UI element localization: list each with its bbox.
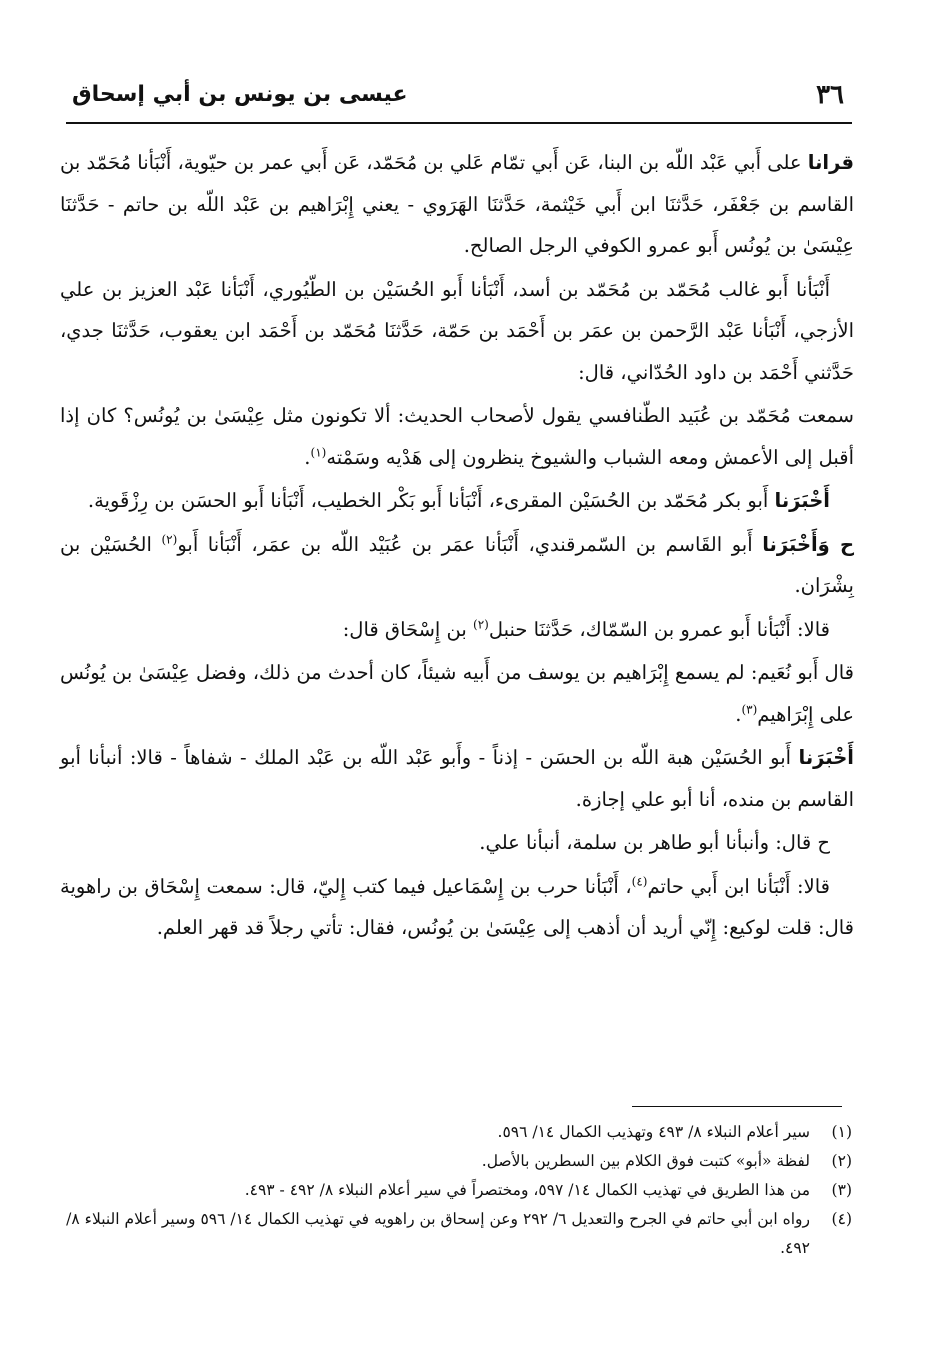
main-text <box>60 142 854 951</box>
page-number: ٣٦ <box>816 80 844 110</box>
running-header <box>66 78 852 118</box>
paragraph-10 <box>60 866 854 949</box>
paragraph-text: ح قال: وأنبأنا أبو طاهر بن سلمة، أنبأنا علي. <box>479 831 830 854</box>
paragraph-tail: ، أَنْبَأنا حرب بن إِسْمَاعيل فيما كتب إِليّ، قال: سمعت إِسْحَاق بن راهوية قال: قلت لوكيع: إِنّي أريد أن أذهب إلى عِيْسَىٰ بن يُونُس، فقال: تأتي رجلاً قد قهر العلم. <box>60 874 854 939</box>
paragraph-keyword: ح وَأَخْبَرَنا <box>762 532 855 556</box>
footnote-ref: (٢) <box>473 617 489 631</box>
footnote-separator-line <box>632 1106 842 1107</box>
paragraph-tail: الحُسَيْن بن بِشْرَان. <box>60 532 854 597</box>
paragraph-5 <box>60 524 854 607</box>
paragraph-keyword: أَخْبَرَنا <box>774 489 830 512</box>
footnote-number: (٣) <box>831 1181 852 1199</box>
footnote-text: لفظة «أبو» كتبت فوق الكلام بين السطرين بالأصل. <box>481 1152 810 1170</box>
footnote-ref: (٤) <box>631 874 648 888</box>
footnote-1 <box>60 1118 852 1147</box>
paragraph-3 <box>60 395 854 478</box>
paragraph-text: أَبو بكر مُحَمّد بن الحُسَيْن المقرىء، أَنْبَأنا أَبو بَكْر الخطيب، أَنْبَأنا أَبو الحسَن بن رِزْقَوية. <box>87 489 775 512</box>
footnote-2 <box>60 1147 852 1176</box>
paragraph-1 <box>60 142 854 267</box>
footnote-number: (١) <box>831 1123 852 1141</box>
paragraph-tail: بن إِسْحَاق قال: <box>342 617 474 641</box>
footnote-number: (٤) <box>831 1210 852 1228</box>
paragraph-text: على أَبي عَبْد اللّه بن البنا، عَن أَبي تمّام عَلي بن مُحَمّد، عَن أَبي عمر بن حيّوية، أَنْبَأنا مُحَمّد بن القاسم بن جَعْفَر، حَدَّثنَا ابن أَبي خَيْثمة، حَدَّثنَا الهَرَوي - يعني إِبْرَاهيم بن عَبْد اللّه بن حاتم - حَدَّثنَا عِيْسَىٰ بن يُونُس أَبو عمرو الكوفي الرجل الصالح. <box>60 151 854 257</box>
paragraph-4 <box>60 480 854 522</box>
footnote-ref: (٢) <box>161 532 178 546</box>
footnote-text: سير أعلام النبلاء ٨/ ٤٩٣ وتهذيب الكمال ١٤/ ٥٩٦. <box>497 1123 810 1141</box>
paragraph-text: قالا: أَنْبَأنا أَبو عمرو بن السّمّاك، حَدَّثنَا حنبل <box>488 617 830 641</box>
paragraph-text: سمعت مُحَمّد بن عُبَيد الطّنافسي يقول لأصحاب الحديث: ألا تكونون مثل عِيْسَىٰ بن يُونُس؟ كان إذا أقبل إلى الأعمش ومعه الشباب والشيوخ ينظرون إلى هَدْيه وسَمْته <box>60 404 854 469</box>
paragraph-tail: . <box>735 702 742 726</box>
header-rule <box>66 122 852 124</box>
footnote-text: من هذا الطريق في تهذيب الكمال ١٤/ ٥٩٧، ومختصراً في سير أعلام النبلاء ٨/ ٤٩٢ - ٤٩٣. <box>244 1181 810 1199</box>
footnote-4 <box>60 1205 852 1263</box>
paragraph-9 <box>60 822 854 864</box>
paragraph-2 <box>60 269 854 394</box>
running-title: عيسى بن يونس بن أبي إسحاق <box>72 82 408 107</box>
paragraph-text: أَبو القَاسم بن السّمرقندي، أَنْبَأنا عمَر بن عُبَيْد اللّه بن عمَر، أَنْبَأنا أَبو <box>177 532 763 556</box>
footnote-ref: (١) <box>310 445 327 459</box>
paragraph-keyword: أَخْبَرَنا <box>798 746 854 769</box>
paragraph-keyword: قرانا <box>807 151 854 174</box>
paragraph-8 <box>60 737 854 820</box>
paragraph-text: قال أَبو نُعَيم: لم يسمع إِبْرَاهيم بن يوسف من أَبيه شيئاً، كان أحدث من ذلك، وفضل عِيْسَىٰ بن يُونُس على إِبْرَاهيم <box>60 661 854 726</box>
footnote-ref: (٣) <box>741 702 758 716</box>
paragraph-tail: . <box>304 445 311 469</box>
footnote-3 <box>60 1176 852 1205</box>
footnote-text: رواه ابن أبي حاتم في الجرح والتعديل ٦/ ٢٩٢ وعن إسحاق بن راهويه في تهذيب الكمال ١٤/ ٥٩٦ وسير أعلام النبلاء ٨/ ٤٩٢. <box>66 1210 810 1257</box>
paragraph-text: قالا: أَنْبَأنا ابن أَبي حاتم <box>647 874 830 898</box>
paragraph-text: أَبو الحُسَيْن هبة اللّه بن الحسَن - إذناً - وأَبو عَبْد اللّه بن عَبْد الملك - شفاهاً - قالا: أنبأنا أبو القاسم بن منده، أنا أبو علي إجازة. <box>60 746 854 811</box>
paragraph-6 <box>60 609 854 651</box>
footnote-number: (٢) <box>831 1152 852 1170</box>
paragraph-7 <box>60 652 854 735</box>
footnotes <box>60 1118 852 1263</box>
paragraph-text: أَنْبَأنا أَبو غالب مُحَمّد بن مُحَمّد بن أسد، أَنْبَأنا أَبو الحُسَيْن بن الطّيُوري، أَنْبَأنا عَبْد العزيز بن علي الأزجي، أَنْبَأنا عَبْد الرَّحمن بن عمَر بن أَحْمَد بن حَمّة، حَدَّثنَا مُحَمّد بن أَحْمَد ابن يعقوب، حَدَّثنَا جدي، حَدَّثني أَحْمَد بن داود الحُدّاني، قال: <box>60 277 854 384</box>
